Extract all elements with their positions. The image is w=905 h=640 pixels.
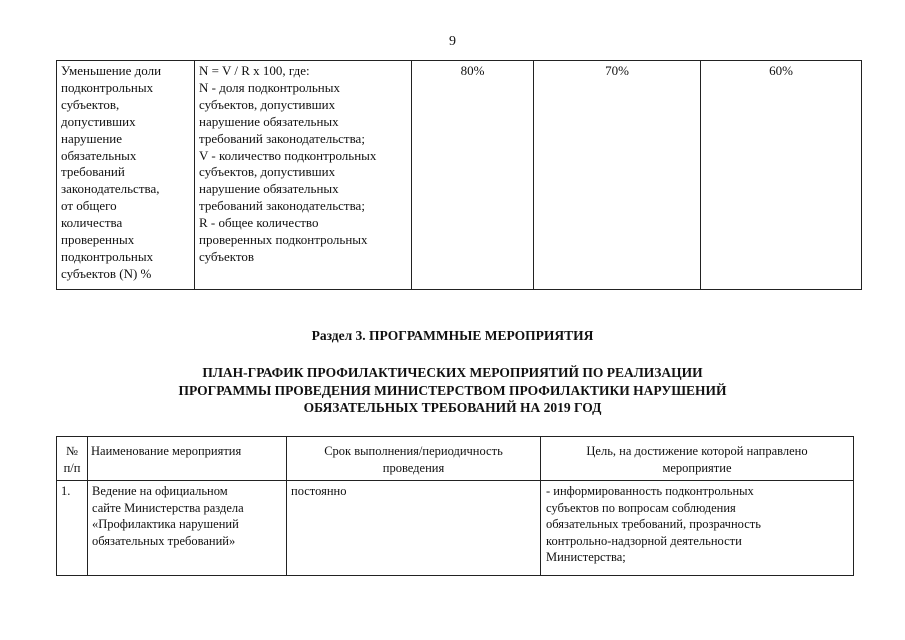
text-line: подконтрольных <box>61 248 154 264</box>
row-goal <box>541 481 854 576</box>
text-line: проверенных подконтрольных <box>199 232 368 248</box>
text-line: нарушение обязательных <box>199 181 339 197</box>
plan-title-line: ПЛАН-ГРАФИК ПРОФИЛАКТИЧЕСКИХ МЕРОПРИЯТИЙ ПО РЕАЛИЗАЦИИ <box>202 365 703 380</box>
text-line: нарушение <box>61 130 123 146</box>
text-line: V - количество подконтрольных <box>199 147 377 163</box>
text-line: сайте Министерства раздела <box>92 500 244 515</box>
header-text: № <box>66 444 78 458</box>
header-text: п/п <box>63 460 81 475</box>
text-line: субъектов <box>199 248 255 264</box>
table-row <box>57 481 854 576</box>
indicator-table <box>56 60 862 290</box>
text-line: подконтрольных <box>61 79 154 95</box>
text-line: «Профилактика нарушений <box>92 517 239 531</box>
plan-table <box>56 436 854 576</box>
indicator-value-cell: 70% <box>534 61 701 290</box>
header-goal <box>541 437 854 481</box>
text-line: проверенных <box>61 232 135 248</box>
row-term: постоянно <box>287 481 541 576</box>
text-line: обязательных <box>61 147 137 163</box>
section-title: Раздел 3. ПРОГРАММНЫЕ МЕРОПРИЯТИЯ <box>311 328 594 343</box>
text-line: обязательных требований, прозрачность <box>546 517 761 531</box>
header-text: Срок выполнения/периодичность <box>324 444 503 458</box>
indicator-value-cell: 80% <box>412 61 534 290</box>
plan-title-line: ПРОГРАММЫ ПРОВЕДЕНИЯ МИНИСТЕРСТВОМ ПРОФИЛАКТИКИ НАРУШЕНИЙ <box>178 382 727 398</box>
text-line: контрольно-надзорной деятельности <box>546 533 742 548</box>
text-line: N = V / R x 100, где: <box>199 63 310 78</box>
text-line: субъектов, <box>61 96 120 112</box>
text-line: от общего <box>61 198 117 214</box>
text-line: субъектов, допустивших <box>199 164 336 180</box>
text-line: количества <box>61 215 123 231</box>
text-line: N - доля подконтрольных <box>199 79 340 95</box>
table-header-row <box>57 437 854 481</box>
indicator-name-cell <box>57 61 195 290</box>
text-line: требований законодательства; <box>199 130 365 146</box>
plan-title-line: ОБЯЗАТЕЛЬНЫХ ТРЕБОВАНИЙ НА 2019 ГОД <box>303 400 602 416</box>
header-text: проведения <box>382 460 445 475</box>
text-line: обязательных требований» <box>92 533 236 548</box>
indicator-formula-cell <box>195 61 412 290</box>
page-number: 9 <box>449 34 456 49</box>
plan-title <box>100 364 805 417</box>
text-line: субъектов по вопросам соблюдения <box>546 500 736 515</box>
text-line: R - общее количество <box>199 215 319 231</box>
header-text: Наименование мероприятия <box>91 444 242 458</box>
text-line: требований <box>61 164 125 180</box>
text-line: Уменьшение доли <box>61 63 162 78</box>
header-num <box>57 437 88 481</box>
text-line: Министерства; <box>546 550 626 564</box>
row-name <box>88 481 287 576</box>
indicator-value-cell: 60% <box>701 61 862 290</box>
text-line: субъектов (N) % <box>61 265 152 281</box>
header-name <box>88 437 287 481</box>
text-line: - информированность подконтрольных <box>546 484 754 498</box>
header-term <box>287 437 541 481</box>
table-row <box>57 61 862 290</box>
text-line: Ведение на официальном <box>92 484 228 498</box>
text-line: нарушение обязательных <box>199 113 339 129</box>
text-line: субъектов, допустивших <box>199 96 336 112</box>
text-line: допустивших <box>61 113 136 129</box>
row-num: 1. <box>57 481 88 576</box>
text-line: требований законодательства; <box>199 198 365 214</box>
text-line: законодательства, <box>61 181 160 197</box>
header-text: Цель, на достижение которой направлено <box>586 444 808 458</box>
header-text: мероприятие <box>662 460 732 475</box>
